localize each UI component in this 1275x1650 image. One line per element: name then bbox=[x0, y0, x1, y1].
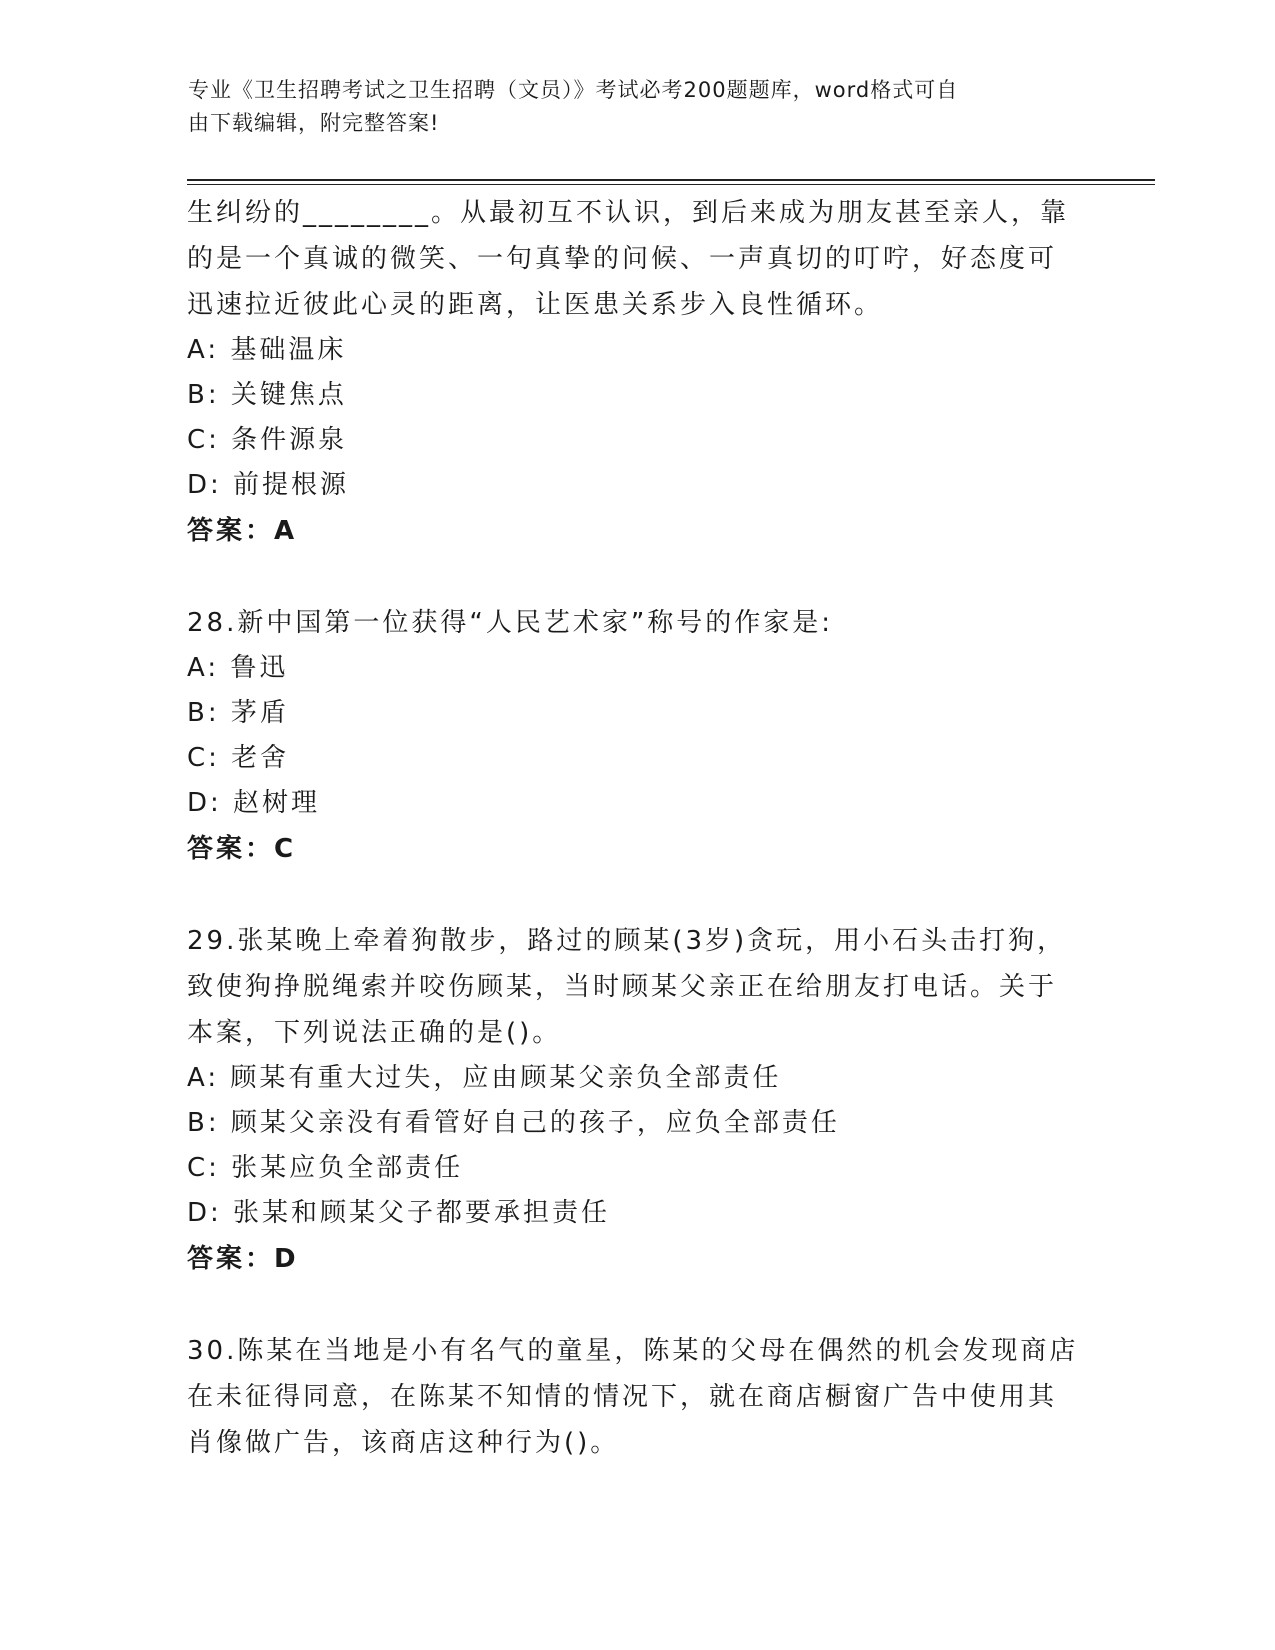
option-c: C: 条件源泉 bbox=[187, 425, 348, 455]
answer-line: 答案：C bbox=[187, 834, 297, 864]
question-stem-line: 28.新中国第一位获得“人民艺术家”称号的作家是: bbox=[187, 608, 834, 638]
question-30 bbox=[187, 1328, 1087, 1466]
option-a: A: 鲁迅 bbox=[187, 653, 289, 683]
header-line-1: 专业《卫生招聘考试之卫生招聘（文员）》考试必考200题题库，word格式可自 bbox=[188, 78, 959, 102]
question-list bbox=[187, 190, 1087, 1466]
question-stem-line: 迅速拉近彼此心灵的距离，让医患关系步入良性循环。 bbox=[187, 290, 884, 320]
option-a: A: 顾某有重大过失，应由顾某父亲负全部责任 bbox=[187, 1063, 782, 1093]
answer-line: 答案：A bbox=[187, 516, 298, 546]
question-stem-line: 在未征得同意，在陈某不知情的情况下，就在商店橱窗广告中使用其 bbox=[187, 1382, 1058, 1412]
question-stem-line: 致使狗挣脱绳索并咬伤顾某，当时顾某父亲正在给朋友打电话。关于 bbox=[187, 972, 1058, 1002]
question-stem-line: 生纠纷的________。从最初互不认识，到后来成为朋友甚至亲人，靠 bbox=[187, 198, 1070, 228]
option-d: D: 赵树理 bbox=[187, 788, 321, 818]
question-stem-line: 29.张某晚上牵着狗散步，路过的顾某(3岁)贪玩，用小石头击打狗， bbox=[187, 926, 1067, 956]
question-stem-line: 30.陈某在当地是小有名气的童星，陈某的父母在偶然的机会发现商店 bbox=[187, 1336, 1079, 1366]
option-c: C: 老舍 bbox=[187, 743, 290, 773]
question-29 bbox=[187, 918, 1087, 1282]
header-line-2: 由下载编辑，附完整答案! bbox=[188, 111, 440, 135]
option-d: D: 张某和顾某父子都要承担责任 bbox=[187, 1198, 611, 1228]
answer-line: 答案：D bbox=[187, 1244, 299, 1274]
option-c: C: 张某应负全部责任 bbox=[187, 1153, 464, 1183]
question-stem-line: 的是一个真诚的微笑、一句真挚的问候、一声真切的叮咛，好态度可 bbox=[187, 244, 1058, 274]
option-b: B: 茅盾 bbox=[187, 698, 289, 728]
question-28 bbox=[187, 600, 1087, 872]
option-b: B: 顾某父亲没有看管好自己的孩子，应负全部责任 bbox=[187, 1108, 840, 1138]
option-d: D: 前提根源 bbox=[187, 470, 350, 500]
question-stem-line: 肖像做广告，该商店这种行为()。 bbox=[187, 1428, 620, 1458]
question-stem-line: 本案，下列说法正确的是()。 bbox=[187, 1018, 562, 1048]
option-b: B: 关键焦点 bbox=[187, 380, 347, 410]
option-a: A: 基础温床 bbox=[187, 335, 347, 365]
question-27 bbox=[187, 190, 1087, 554]
header-divider-thick bbox=[187, 179, 1155, 181]
document-header bbox=[188, 74, 1068, 140]
header-divider-thin bbox=[187, 184, 1155, 185]
